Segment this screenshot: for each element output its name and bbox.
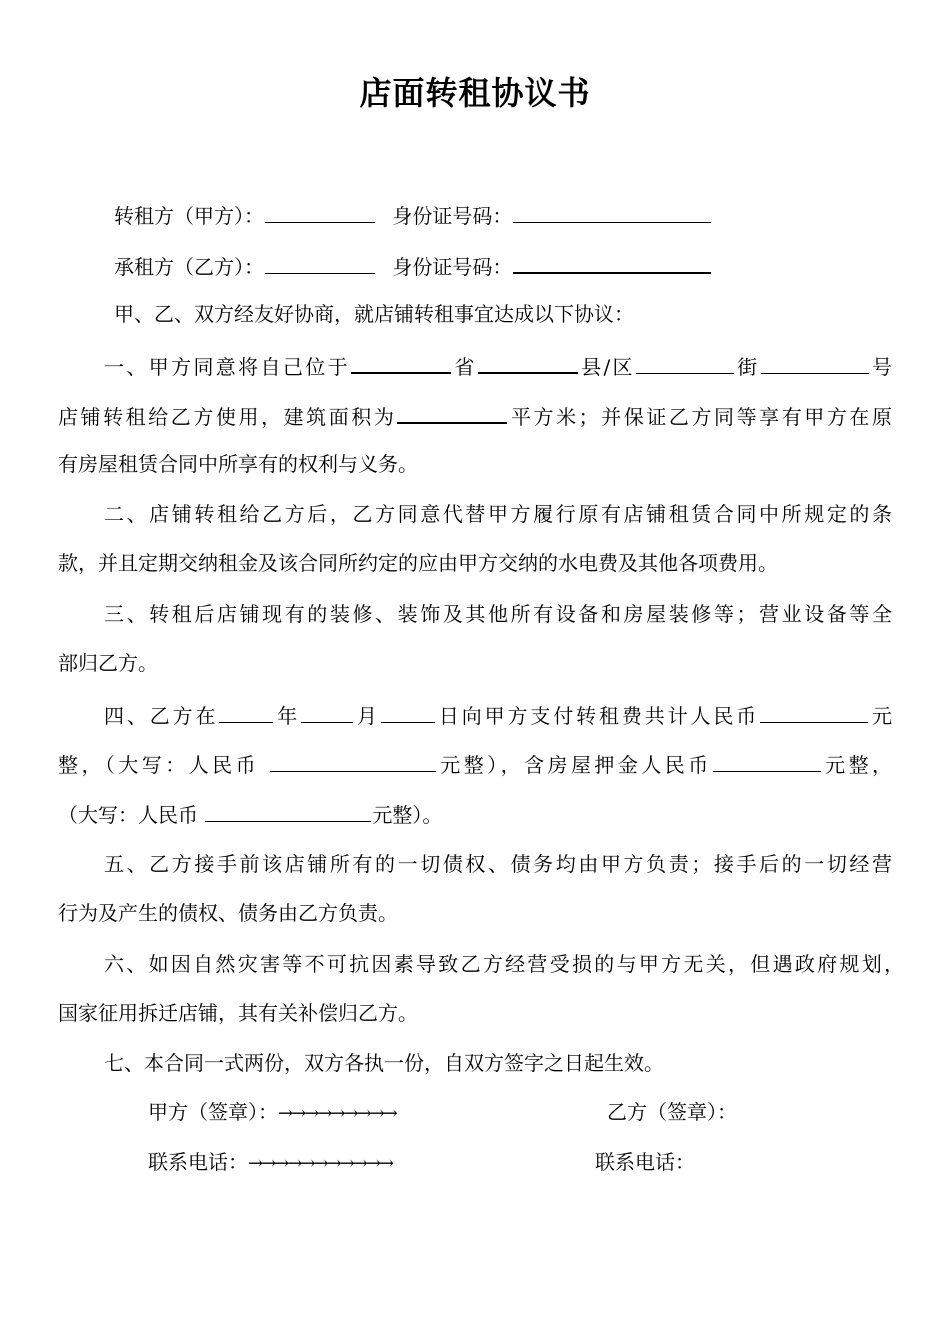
clause4-line2 [58, 751, 892, 777]
year-label: 年 [274, 704, 301, 728]
clause2-line1: 二、店铺转租给乙方后，乙方同意代替甲方履行原有店铺租赁合同中所规定的条 [104, 502, 892, 526]
clause4-line1 [104, 702, 892, 728]
clause5-line1: 五、乙方接手前该店铺所有的一切债权、债务均由甲方负责；接手后的一切经营 [104, 852, 892, 876]
clause3-line1: 三、转租后店铺现有的装修、装饰及其他所有设备和房屋装修等；营业设备等全 [104, 602, 892, 626]
clause4-text-a: 四、乙方在 [104, 704, 219, 728]
party-a-signature [148, 1100, 396, 1126]
party-a-phone [148, 1150, 392, 1176]
clause4-line3 [58, 801, 892, 827]
lessee-name-blank[interactable] [265, 253, 375, 274]
lessor-id-blank[interactable] [513, 202, 711, 223]
party-a-signature-field[interactable]: →→→→→→→→→ [278, 1103, 396, 1124]
clause4-text-d: 元整），含房屋押金人民币 [436, 753, 712, 777]
county-label: 县/区 [578, 355, 635, 379]
party-b-signature [607, 1100, 737, 1124]
clause1-line3: 有房屋租赁合同中所享有的权利与义务。 [58, 452, 418, 476]
fee-blank[interactable] [760, 702, 868, 723]
intro-line: 甲、乙、双方经友好协商，就店铺转租事宜达成以下协议： [114, 302, 634, 326]
fee-capital-blank[interactable] [270, 751, 436, 772]
month-blank[interactable] [301, 702, 353, 723]
lessee-id-blank[interactable] [513, 252, 711, 274]
clause2-line2: 款，并且定期交纳租金及该合同所约定的应由甲方交纳的水电费及其他各项费用。 [58, 551, 778, 575]
lessor-line [114, 202, 948, 228]
party-a-label: 甲方（签章）： [148, 1100, 278, 1124]
party-b-phone [595, 1150, 695, 1174]
street-blank[interactable] [636, 353, 734, 374]
clause1-text-c: 平方米；并保证乙方同等享有甲方在原 [508, 405, 892, 429]
clause4-text-f: （大写：人民币 [58, 803, 205, 827]
day-blank[interactable] [381, 702, 435, 723]
lessor-name-blank[interactable] [265, 202, 375, 223]
clause6-line1: 六、如因自然灾害等不可抗因素导致乙方经营受损的与甲方无关，但遇政府规划， [104, 952, 904, 976]
document-title: 店面转租协议书 [359, 74, 591, 112]
party-b-phone-label: 联系电话： [595, 1150, 695, 1174]
lessor-id-label: 身份证号码： [392, 204, 513, 228]
county-blank[interactable] [478, 352, 578, 374]
deposit-blank[interactable] [713, 751, 821, 772]
party-a-phone-field[interactable]: →→→→→→→→→→→ [248, 1153, 392, 1174]
province-label: 省 [452, 355, 477, 379]
clause4-text-c: 整，（大写：人民币 [58, 753, 269, 777]
lessee-label: 承租方（乙方）： [114, 255, 264, 279]
party-b-label: 乙方（签章）： [607, 1100, 737, 1124]
clause4-text-e: 元整， [821, 753, 893, 777]
month-label: 月 [354, 704, 380, 728]
street-label: 街 [734, 355, 760, 379]
clause1-text-b: 店铺转租给乙方使用，建筑面积为 [58, 405, 397, 429]
yuan-label: 元 [869, 704, 893, 728]
clause1-line1 [104, 352, 892, 379]
area-blank[interactable] [397, 402, 507, 424]
lessee-id-label: 身份证号码： [392, 255, 513, 279]
clause4-text-b: 日向甲方支付转租费共计人民币 [435, 704, 760, 728]
lessee-line [114, 252, 948, 279]
clause5-line2: 行为及产生的债权、债务由乙方负责。 [58, 901, 398, 925]
lessor-label: 转租方（甲方）： [114, 204, 264, 228]
province-blank[interactable] [351, 352, 451, 374]
deposit-capital-blank[interactable] [205, 801, 371, 822]
clause6-line2: 国家征用拆迁店铺，其有关补偿归乙方。 [58, 1001, 418, 1025]
clause3-line2: 部归乙方。 [58, 651, 158, 675]
party-a-phone-label: 联系电话： [148, 1150, 248, 1174]
number-blank[interactable] [761, 353, 869, 374]
number-label: 号 [869, 355, 893, 379]
clause1-text-a: 一、甲方同意将自己位于 [104, 355, 350, 379]
clause4-text-g: 元整）。 [372, 803, 443, 827]
clause7-line: 七、本合同一式两份，双方各执一份，自双方签字之日起生效。 [104, 1051, 664, 1075]
clause1-line2 [58, 402, 892, 429]
year-blank[interactable] [219, 702, 273, 723]
